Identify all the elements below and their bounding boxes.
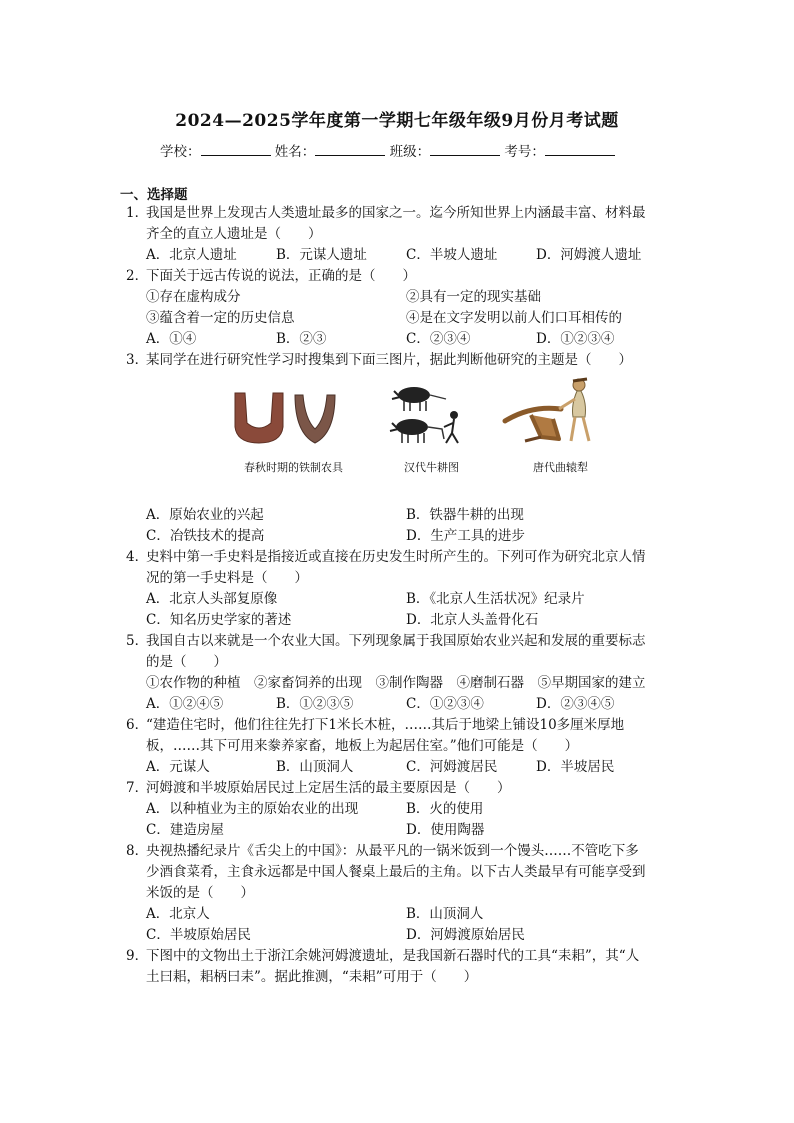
iron-tools-image <box>231 389 341 449</box>
option-a[interactable]: A．北京人遗址 <box>146 247 237 263</box>
options-row <box>126 526 671 547</box>
options-row <box>126 820 671 841</box>
option-d[interactable]: D．半坡居民 <box>536 759 615 775</box>
figure-strip <box>126 375 671 495</box>
option-c[interactable]: C．河姆渡居民 <box>406 759 498 775</box>
option-a[interactable]: A．①④ <box>146 331 197 347</box>
question-stem-cont: 齐全的直立人遗址是（ ） <box>146 226 322 242</box>
school-blank[interactable] <box>201 143 271 156</box>
option-a[interactable]: A．元谋人 <box>146 759 210 775</box>
question-stem: 2．下面关于远古传说的说法，正确的是（ ） <box>126 268 416 284</box>
option-b[interactable]: B．元谋人遗址 <box>276 247 367 263</box>
option-d[interactable]: D．河姆渡人遗址 <box>536 247 642 263</box>
question-3 <box>126 350 671 547</box>
question-stem-cont: 土曰耜，耜柄曰耒”。据此推测，“耒耜”可用于（ ） <box>146 969 478 985</box>
option-b[interactable]: B．铁器牛耕的出现 <box>406 507 524 523</box>
statement-4: ④是在文字发明以前人们口耳相传的 <box>406 310 622 326</box>
question-4 <box>126 547 671 631</box>
student-info-row <box>160 140 615 160</box>
option-b[interactable]: B．山顶洞人 <box>406 906 484 922</box>
question-stem: 4．史料中第一手史料是指接近或直接在历史发生时所产生的。下列可作为研究北京人情 <box>126 549 646 565</box>
options-row <box>126 245 671 266</box>
question-5 <box>126 631 671 715</box>
statements-line: ①农作物的种植 ②家畜饲养的出现 ③制作陶器 ④磨制石器 ⑤早期国家的建立 <box>146 675 646 691</box>
option-a[interactable]: A．原始农业的兴起 <box>146 507 264 523</box>
statements-row <box>126 287 671 308</box>
question-9 <box>126 946 671 988</box>
question-stem: 6．“建造住宅时，他们往往先打下1米长木桩，……其后于地梁上铺设10多厘米厚地 <box>126 717 625 733</box>
option-a[interactable]: A．北京人头部复原像 <box>146 591 278 607</box>
caption-curved-plough: 唐代曲辕犁 <box>533 461 588 474</box>
options-row <box>126 329 671 350</box>
caption-ox-ploughing: 汉代牛耕图 <box>404 461 459 474</box>
page-title: 2024—2025学年度第一学期七年级年级9月份月考试题 <box>175 111 619 131</box>
section-heading: 一、选择题 <box>120 187 188 203</box>
option-b[interactable]: B．《北京人生活状况》纪录片 <box>406 591 585 607</box>
statement-1: ①存在虚构成分 <box>146 289 241 305</box>
options-row <box>126 757 671 778</box>
question-1 <box>126 203 671 266</box>
name-label: 姓名： <box>274 144 316 160</box>
class-blank[interactable] <box>430 143 500 156</box>
statement-3: ③蕴含着一定的历史信息 <box>146 310 295 326</box>
option-c[interactable]: C．半坡人遗址 <box>406 247 498 263</box>
question-stem-cont: 的是（ ） <box>146 654 227 670</box>
option-d[interactable]: D．生产工具的进步 <box>406 528 525 544</box>
statement-2: ②具有一定的现实基础 <box>406 289 541 305</box>
question-7 <box>126 778 671 841</box>
options-row <box>126 904 671 925</box>
question-stem: 7．河姆渡和半坡原始居民过上定居生活的最主要原因是（ ） <box>126 780 511 796</box>
question-stem-cont: 少酒食菜肴，主食永远都是中国人餐桌上最后的主角。以下古人类最早有可能享受到 <box>146 864 646 880</box>
question-stem: 5．我国自古以来就是一个农业大国。下列现象属于我国原始农业兴起和发展的重要标志 <box>126 633 646 649</box>
option-b[interactable]: B．山顶洞人 <box>276 759 354 775</box>
options-row <box>126 589 671 610</box>
curved-plough-image <box>501 375 601 451</box>
option-c[interactable]: C．建造房屋 <box>146 822 224 838</box>
statements-row <box>126 308 671 329</box>
question-stem: 1．我国是世界上发现古人类遗址最多的国家之一。迄今所知世界上内涵最丰富、材料最 <box>126 205 646 221</box>
option-d[interactable]: D．北京人头盖骨化石 <box>406 612 539 628</box>
question-8 <box>126 841 671 946</box>
options-row <box>126 505 671 526</box>
question-stem: 8．央视热播纪录片《舌尖上的中国》：从最平凡的一锅米饭到一个馒头……不管吃下多 <box>126 843 639 859</box>
option-a[interactable]: A．①②④⑤ <box>146 696 224 712</box>
question-2 <box>126 266 671 350</box>
caption-iron-tools: 春秋时期的铁制农具 <box>244 461 343 474</box>
question-stem-cont: 米饭的是（ ） <box>146 885 254 901</box>
option-c[interactable]: C．半坡原始居民 <box>146 927 251 943</box>
option-b[interactable]: B．①②③⑤ <box>276 696 354 712</box>
question-6 <box>126 715 671 778</box>
option-c[interactable]: C．冶铁技术的提高 <box>146 528 265 544</box>
question-stem: 9．下图中的文物出土于浙江余姚河姆渡遗址，是我国新石器时代的工具“耒耜”，其“人 <box>126 948 640 964</box>
option-d[interactable]: D．①②③④ <box>536 331 615 347</box>
question-stem-cont: 况的第一手史料是（ ） <box>146 570 308 586</box>
class-label: 班级： <box>389 144 431 160</box>
options-row <box>126 925 671 946</box>
question-stem: 3．某同学在进行研究性学习时搜集到下面三图片，据此判断他研究的主题是（ ） <box>126 352 632 368</box>
option-d[interactable]: D．②③④⑤ <box>536 696 615 712</box>
options-row <box>126 799 671 820</box>
option-b[interactable]: B．②③ <box>276 331 327 347</box>
name-blank[interactable] <box>315 143 385 156</box>
option-c[interactable]: C．知名历史学家的著述 <box>146 612 292 628</box>
option-d[interactable]: D．河姆渡原始居民 <box>406 927 525 943</box>
exam-number-label: 考号： <box>504 144 545 160</box>
question-stem-cont: 板，……其下可用来豢养家畜，地板上为起居住室。”他们可能是（ ） <box>146 738 579 754</box>
options-row <box>126 694 671 715</box>
ox-ploughing-image <box>384 379 468 451</box>
questions-list <box>126 203 671 988</box>
option-a[interactable]: A．以种植业为主的原始农业的出现 <box>146 801 359 817</box>
option-a[interactable]: A．北京人 <box>146 906 210 922</box>
options-row <box>126 610 671 631</box>
exam-number-blank[interactable] <box>545 143 615 156</box>
option-d[interactable]: D．使用陶器 <box>406 822 485 838</box>
school-label: 学校： <box>160 144 201 160</box>
option-c[interactable]: C．①②③④ <box>406 696 484 712</box>
option-c[interactable]: C．②③④ <box>406 331 471 347</box>
option-b[interactable]: B．火的使用 <box>406 801 484 817</box>
